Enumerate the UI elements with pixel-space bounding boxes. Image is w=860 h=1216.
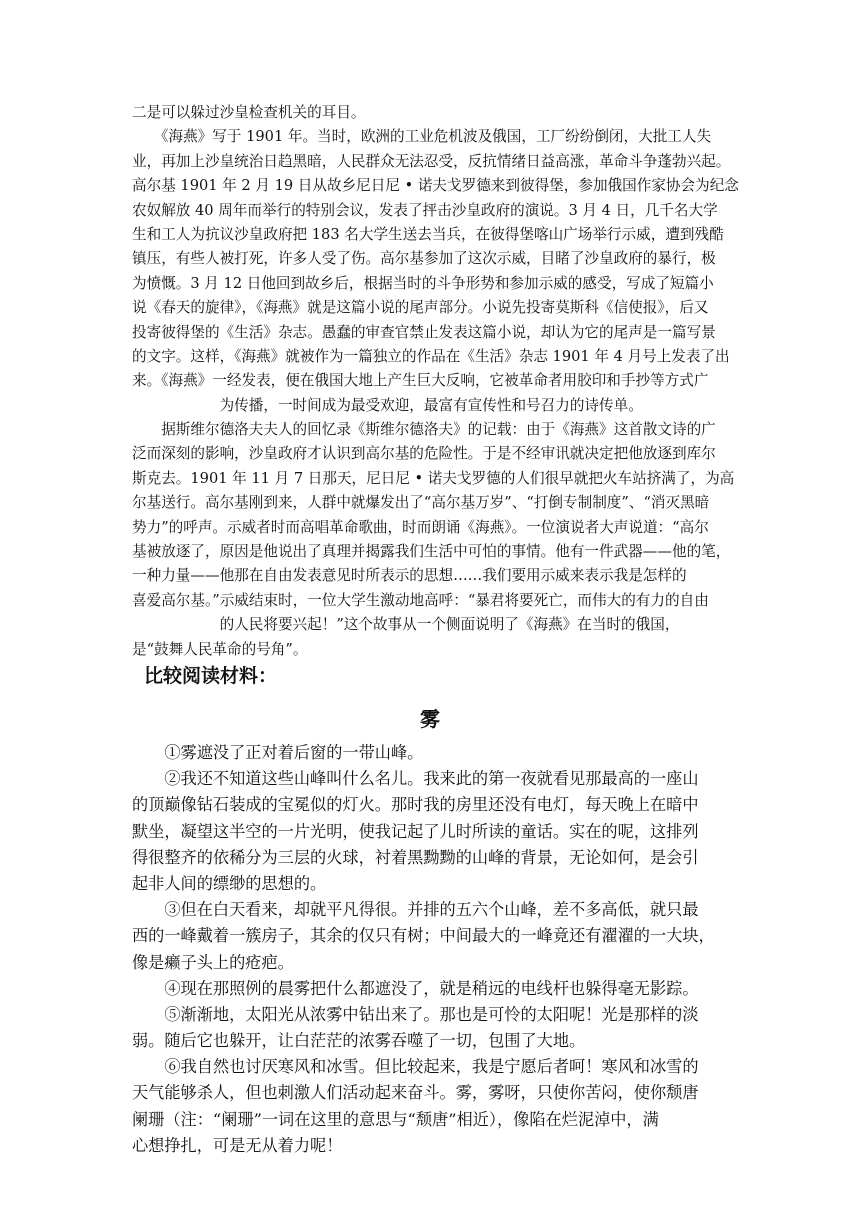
text-line: ①雾遮没了正对着后窗的一带山峰。 [132,743,424,762]
essay-text-section [132,740,732,1159]
text-line: ③但在白天看来，却就平凡得很。并排的五六个山峰，差不多高低，就只最 [132,900,699,920]
text-line: 农奴解放 40 周年而举行的特别会议，发表了抨击沙皇政府的演说。3 月 4 日，几千名大学 [132,201,718,219]
text-line: 投寄彼得堡的《生活》杂志。愚蠢的审查官禁止发表这篇小说，却认为它的尾声是一篇写景 [132,323,716,341]
text-line: 西的一峰戴着一簇房子，其余的仅只有树；中间最大的一峰竟还有濯濯的一大块， [132,926,715,946]
text-line: 斯克去。1901 年 11 月 7 日那天，尼日尼 • 诺夫戈罗德的人们很早就把火车站挤满了，为高 [132,469,735,487]
text-line: 一种力量——他那在自由发表意见时所表示的思想……我们要用示威来表示我是怎样的 [132,567,687,585]
text-line: 泛而深刻的影响，沙皇政府才认识到高尔基的危险性。于是不经审讯就决定把他放逐到库尔 [132,445,716,463]
text-line: ⑤渐渐地，太阳光从浓雾中钻出来了。那也是可怜的太阳呢！光是那样的淡 [132,1004,699,1024]
text-line: 来。《海燕》一经发表，便在俄国大地上产生巨大反响，它被革命者用胶印和手抄等方式广 [132,372,709,390]
text-line: 起非人间的缥缈的思想的。 [132,873,327,893]
text-line: 阑珊（注：“阑珊”一词在这里的意思与“颓唐”相近），像陷在烂泥淖中，满 [132,1109,659,1129]
text-line: 弱。随后它也躲开，让白茫茫的浓雾吞噬了一切，包围了大地。 [132,1031,586,1051]
text-line: 天气能够杀人，但也刺激人们活动起来奋斗。雾，雾呀，只使你苦闷，使你颓唐 [132,1083,699,1103]
text-line: 的文字。这样，《海燕》就被作为一篇独立的作品在《生活》杂志 1901 年 4 月号上发表了出 [132,347,730,365]
text-line: 喜爱高尔基。”示威结束时，一位大学生激动地高呼：“暴君将要死亡，而伟大的有力的自由 [132,591,709,609]
text-line: 尔基送行。高尔基刚到来，人群中就爆发出了“高尔基万岁”、“打倒专制制度”、“消灭黑暗 [132,494,710,512]
text-line: 是“鼓舞人民革命的号角”。 [132,640,308,658]
text-line: 说《春天的旋律》，《海燕》就是这篇小说的尾声部分。小说先投寄莫斯科《信使报》，后又 [132,299,709,317]
text-line: 心想挣扎，可是无从着力呢！ [132,1135,343,1155]
text-line: 为传播，一时间成为最受欢迎，最富有宣传性和号召力的诗传单。 [132,396,643,414]
text-line: 的顶巅像钻石装成的宝冕似的灯火。那时我的房里还没有电灯，每天晚上在暗中 [132,795,699,815]
text-line: ⑥我自然也讨厌寒风和冰雪。但比较起来，我是宁愿后者呵！寒风和冰雪的 [132,1057,699,1077]
text-line: 《海燕》写于 1901 年。当时，欧洲的工业危机波及俄国，工厂纷纷倒闭，大批工人失 [132,128,712,146]
text-line: ②我还不知道这些山峰叫什么名儿。我来此的第一夜就看见那最高的一座山 [132,769,699,789]
text-line: 基被放逐了，原因是他说出了真理并揭露我们生活中可怕的事情。他有一件武器——他的笔， [132,543,731,561]
text-line: 默坐，凝望这半空的一片光明，使我记起了儿时所读的童话。实在的呢，这排列 [132,821,699,841]
text-line: 为愤慨。3 月 12 日他回到故乡后，根据当时的斗争形势和参加示威的感受，写成了短篇小 [132,274,714,292]
text-line: 二是可以躲过沙皇检查机关的耳目。 [132,104,366,121]
comparison-reading-heading: 比较阅读材料： [144,665,278,687]
text-line: 镇压，有些人被打死，许多人受了伤。高尔基参加了这次示威，目睹了沙皇政府的暴行，极 [132,250,716,268]
text-line: 得很整齐的依稀分为三层的火球，衬着黑黝黝的山峰的背景，无论如何，是会引 [132,847,699,867]
text-line: 业，再加上沙皇统治日趋黑暗，人民群众无法忍受，反抗情绪日益高涨，革命斗争蓬勃兴起。 [132,152,731,170]
text-line: 势力”的呼声。示威者时而高唱革命歌曲，时而朗诵《海燕》。一位演说者大声说道：“高尔 [132,518,709,536]
essay-title: 雾 [420,707,440,731]
text-line: ④现在那照例的晨雾把什么都遮没了，就是稍远的电线杆也躲得毫无影踪。 [132,978,699,998]
text-line: 像是癞子头上的疮疤。 [132,952,294,972]
text-line: 高尔基 1901 年 2 月 19 日从故乡尼日尼 • 诺夫戈罗德来到彼得堡，参加俄国作家协会为纪念 [132,177,739,195]
text-line: 生和工人为抗议沙皇政府把 183 名大学生送去当兵，在彼得堡喀山广场举行示威，遭到残酷 [132,225,724,243]
background-text-section [132,101,739,662]
text-line: 的人民将要兴起！”这个故事从一个侧面说明了《海燕》在当时的俄国， [132,616,680,634]
text-line: 据斯维尔德洛夫夫人的回忆录《斯维尔德洛夫》的记载：由于《海燕》这首散文诗的广 [132,421,716,439]
